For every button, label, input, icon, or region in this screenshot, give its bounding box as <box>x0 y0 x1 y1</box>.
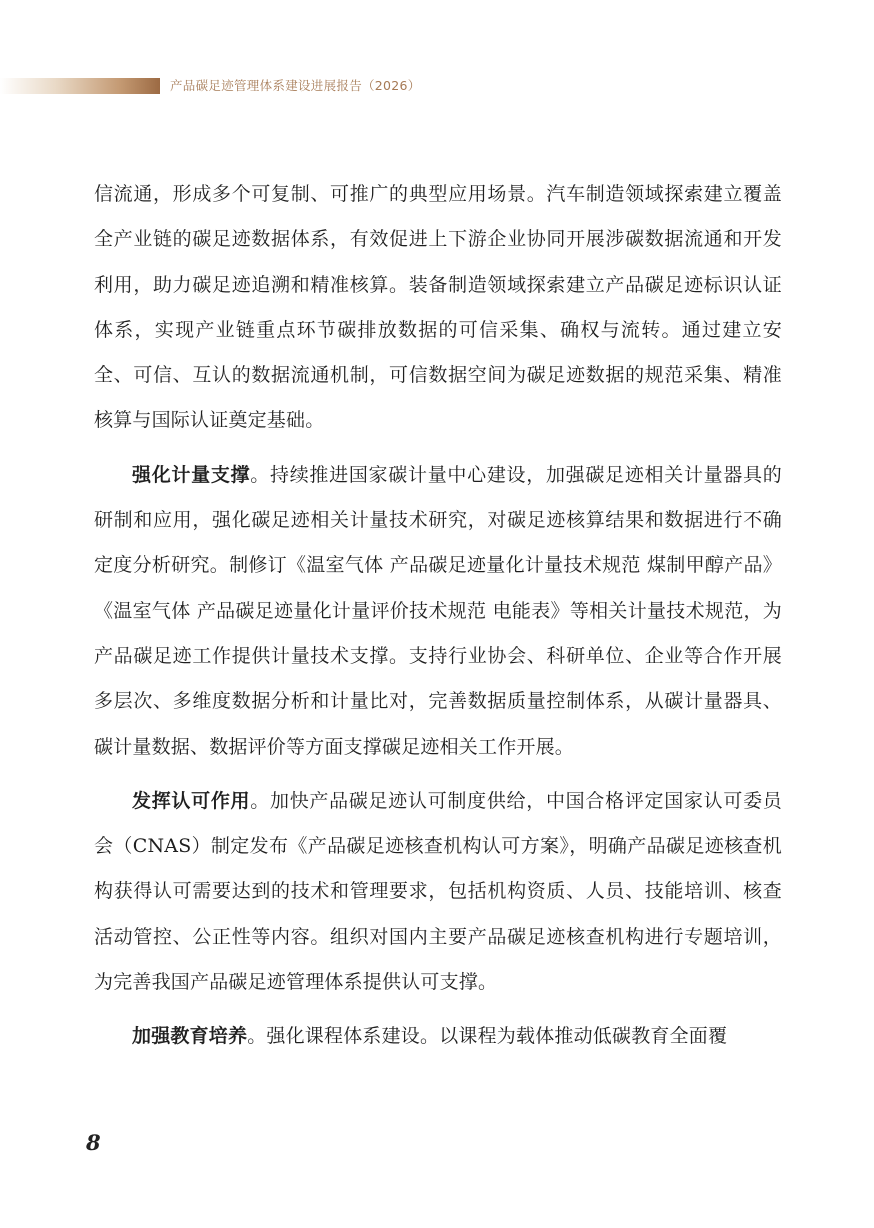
paragraph-education <box>94 1014 782 1059</box>
header-decor-bar <box>0 78 160 94</box>
paragraph-accreditation <box>94 779 782 1005</box>
paragraph-continuation <box>94 172 782 444</box>
paragraph-text: 。持续推进国家碳计量中心建设，加强碳足迹相关计量器具的研制和应用，强化碳足迹相关计量技术研究，对碳足迹核算结果和数据进行不确定度分析研究。制修订《温室气体 产品碳足迹量化计量技术规范 煤制甲醇产品》《温室气体 产品碳足迹量化计量评价技术规范 电能表》等相关计量技术规范，为产品碳足迹工作提供计量技术支撑。支持行业协会、科研单位、企业等合作开展多层次、多维度数据分析和计量比对，完善数据质量控制体系，从碳计量器具、碳计量数据、数据评价等方面支撑碳足迹相关工作开展。 <box>94 463 783 758</box>
paragraph-lead: 加强教育培养 <box>132 1025 248 1048</box>
paragraph-lead: 强化计量支撑 <box>132 463 251 486</box>
paragraph-text: 信流通，形成多个可复制、可推广的典型应用场景。汽车制造领域探索建立覆盖全产业链的碳足迹数据体系，有效促进上下游企业协同开展涉碳数据流通和开发利用，助力碳足迹追溯和精准核算。装备制造领域探索建立产品碳足迹标识认证体系，实现产业链重点环节碳排放数据的可信采集、确权与流转。通过建立安全、可信、互认的数据流通机制，可信数据空间为碳足迹数据的规范采集、精准核算与国际认证奠定基础。 <box>94 183 782 432</box>
paragraph-lead: 发挥认可作用 <box>132 789 251 812</box>
paragraph-metrology <box>94 453 782 770</box>
paragraph-text: 。强化课程体系建设。以课程为载体推动低碳教育全面覆 <box>247 1025 728 1048</box>
body-text <box>94 172 782 1060</box>
running-header-title: 产品碳足迹管理体系建设进展报告（2026） <box>170 78 421 93</box>
paragraph-text: 。加快产品碳足迹认可制度供给，中国合格评定国家认可委员会（CNAS）制定发布《产品碳足迹核查机构认可方案》，明确产品碳足迹核查机构获得认可需要达到的技术和管理要求，包括机构资质、人员、技能培训、核查活动管控、公正性等内容。组织对国内主要产品碳足迹核查机构进行专题培训，为完善我国产品碳足迹管理体系提供认可支撑。 <box>94 789 783 994</box>
page-number: 8 <box>86 1130 101 1155</box>
